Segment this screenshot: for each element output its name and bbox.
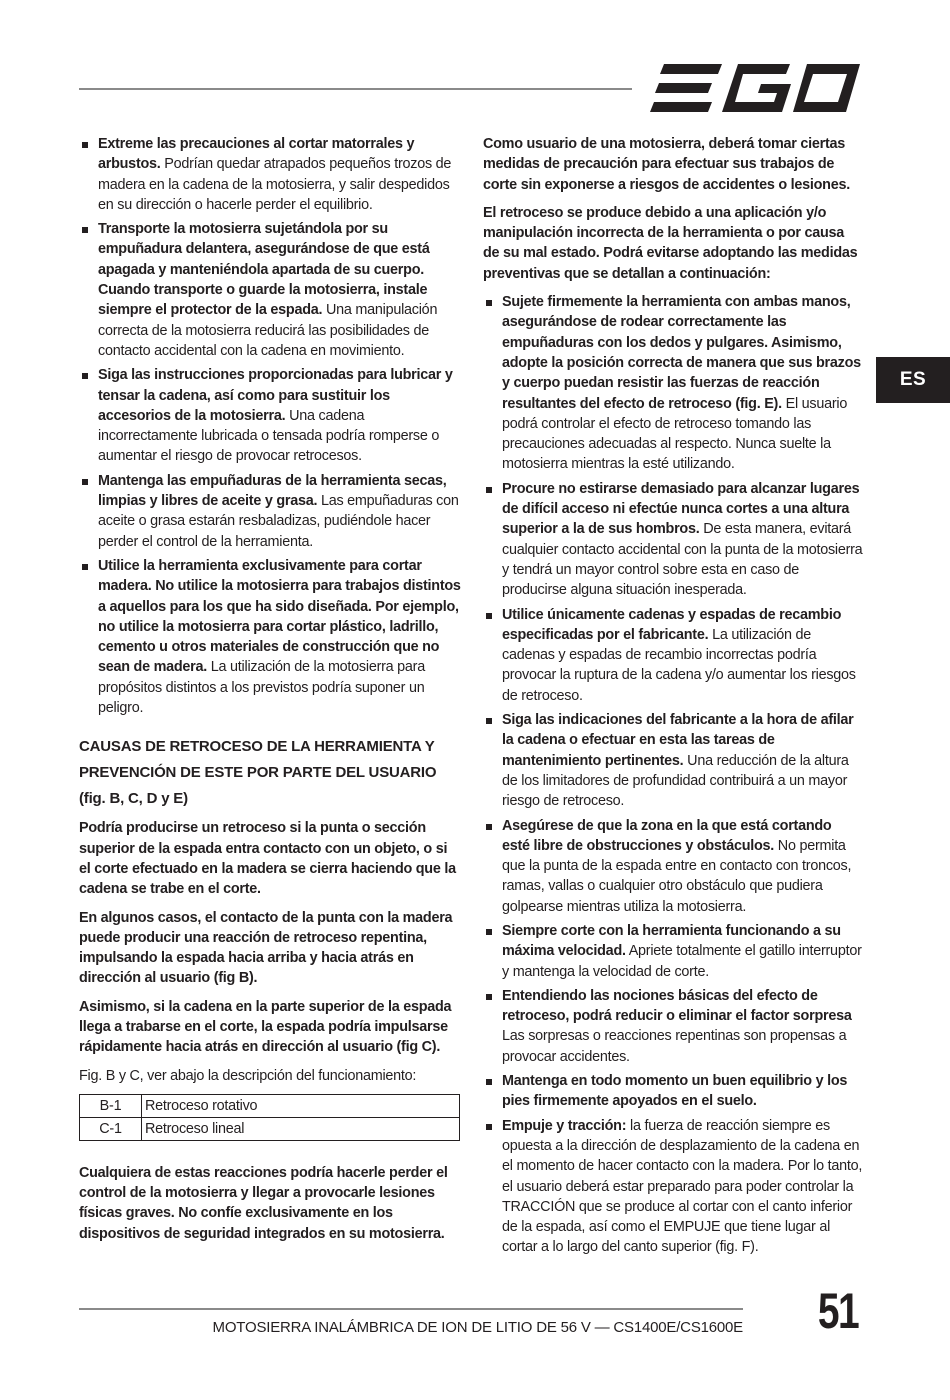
right-column xyxy=(483,134,863,1262)
intro-paragraph: El retroceso se produce debido a una aplicación y/o manipulación incorrecta de la herramienta o por causa de su mal estado. Podrá evitarse adoptando las medidas preventivas que se detallan a continuación: xyxy=(483,204,858,282)
footer-rule xyxy=(79,1308,743,1310)
ego-logo xyxy=(650,62,860,114)
list-item: Entendiendo las nociones básicas del efecto de retroceso, podrá reducir o eliminar el factor sorpresa Las sorpresas o reacciones repentinas son propensas a provocar accidentes. xyxy=(483,986,863,1067)
list-item: Extreme las precauciones al cortar matorrales y arbustos. Podrían quedar atrapados pequeños trozos de madera en la cadena de la motosierra, y salir despedidos en su dirección o hacerle perder el equilibrio. xyxy=(79,134,461,215)
left-bullet-list xyxy=(79,134,461,718)
kickback-paragraph: Podría producirse un retroceso si la punta o sección superior de la espada entra contacto con un objeto, o si el corte efectuado en la madera se cierra haciendo que la cadena se trabe en el corte. xyxy=(79,820,456,898)
language-tab: ES xyxy=(876,357,950,403)
list-item: Mantenga en todo momento un buen equilibrio y los pies firmemente apoyados en el suelo. xyxy=(483,1071,863,1112)
figure-legend-table xyxy=(79,1094,460,1141)
warning-paragraph: Cualquiera de estas reacciones podría hacerle perder el control de la motosierra y llegar a provocarle lesiones físicas graves. No confíe exclusivamente en los dispositivos de seguridad integrados en su motosierra. xyxy=(79,1164,448,1242)
table-row xyxy=(80,1094,460,1117)
list-item: Empuje y tracción: la fuerza de reacción siempre es opuesta a la dirección de desplazamiento de la cadena en el momento de hacer contacto con la madera. Por lo tanto, el usuario deberá estar preparado para poder controlar la TRACCIÓN que se produce al cortar con el canto inferior de la espada, así como el EMPUJE que tiene lugar al cortar a lo largo del canto superior (fig. F). xyxy=(483,1116,863,1258)
list-item: Utilice únicamente cadenas y espadas de recambio especificadas por el fabricante. La utilización de cadenas y espadas de recambio incorrectas podría provocar la ruptura de la cadena y/o aumentar los riesgos de retroceso. xyxy=(483,605,863,706)
list-item: Utilice la herramienta exclusivamente para cortar madera. No utilice la motosierra para trabajos distintos a aquellos para los que ha sido diseñada. Por ejemplo, no utilice la motosierra para cortar plástico, ladrillo, cemento u otros materiales de construcción que no sean de madera. La utilización de la motosierra para propósitos distintos a los previstos podría suponer un peligro. xyxy=(79,556,461,718)
intro-paragraph: Como usuario de una motosierra, deberá tomar ciertas medidas de precaución para efectuar sus trabajos de corte sin exponerse a riesgos de accidentes o lesiones. xyxy=(483,136,850,193)
kickback-paragraph: Asimismo, si la cadena en la parte superior de la espada llega a trabarse en el corte, la espada podría impulsarse rápidamente hacia atrás en dirección al usuario (fig C). xyxy=(79,998,452,1056)
fig-intro: Fig. B y C, ver abajo la descripción del funcionamiento: xyxy=(79,1067,417,1084)
section-heading: CAUSAS DE RETROCESO DE LA HERRAMIENTA Y PREVENCIÓN DE ESTE POR PARTE DEL USUARIO (fig. B, C, D y E) xyxy=(79,738,437,808)
page-number: 51 xyxy=(817,1283,859,1339)
list-item: Siempre corte con la herramienta funcionando a su máxima velocidad. Apriete totalmente el gatillo interruptor y mantenga la velocidad de corte. xyxy=(483,921,863,982)
table-row xyxy=(80,1117,460,1140)
table-cell-label: Retroceso lineal xyxy=(142,1117,460,1140)
list-item: Mantenga las empuñaduras de la herramienta secas, limpias y libres de aceite y grasa. Las empuñaduras con aceite o grasa estarán resbaladizas, pudiéndole hacer perder el control de la herramienta. xyxy=(79,471,461,552)
list-item: Sujete firmemente la herramienta con ambas manos, asegurándose de rodear correctamente las empuñaduras con los dedos y pulgares. Asimismo, adopte la posición correcta de manera que sus brazos y cuerpo puedan resistir las fuerzas de reacción resultantes del efecto de retroceso (fig. E). El usuario podrá controlar el efecto de retroceso tomando las precauciones adecuadas al respecto. Nunca suelte la motosierra mientras la esté utilizando. xyxy=(483,292,863,475)
footer-title: MOTOSIERRA INALÁMBRICA DE ION DE LITIO DE 56 V — CS1400E/CS1600E xyxy=(212,1319,743,1336)
kickback-paragraph: En algunos casos, el contacto de la punta con la madera puede producir una reacción de retroceso repentina, impulsando la espada hacia arriba y hacia atrás en dirección al usuario (fig B). xyxy=(79,909,453,987)
table-cell-code: C-1 xyxy=(80,1117,142,1140)
table-cell-code: B-1 xyxy=(80,1094,142,1117)
list-item: Procure no estirarse demasiado para alcanzar lugares de difícil acceso ni efectúe nunca cortes a una altura superior a la de sus hombros. De esta manera, evitará cualquier contacto accidental con la punta de la motosierra y tendrá un mayor control sobre esta en caso de producirse alguna situación inesperada. xyxy=(483,479,863,601)
list-item: Transporte la motosierra sujetándola por su empuñadura delantera, asegurándose de que está apagada y manteniéndola apartada de su cuerpo. Cuando transporte o guarde la motosierra, instale siempre el protector de la espada. Una manipulación correcta de la motosierra reducirá las posibilidades de contacto accidental con la cadena en movimiento. xyxy=(79,219,461,361)
table-cell-label: Retroceso rotativo xyxy=(142,1094,460,1117)
list-item: Asegúrese de que la zona en la que está cortando esté libre de obstrucciones y obstáculos. No permita que la punta de la espada entre en contacto con troncos, ramas, vallas o cualquier otro obstáculo que pudiera golpearse mientras utiliza la motosierra. xyxy=(483,816,863,917)
right-bullet-list xyxy=(483,292,863,1258)
left-column xyxy=(79,134,461,1252)
header-rule xyxy=(79,88,632,90)
list-item: Siga las instrucciones proporcionadas para lubricar y tensar la cadena, así como para sustituir los accesorios de la motosierra. Una cadena incorrectamente lubricada o tensada podría romperse o aumentar el riesgo de provocar retrocesos. xyxy=(79,365,461,466)
list-item: Siga las indicaciones del fabricante a la hora de afilar la cadena o efectuar en esta las tareas de mantenimiento pertinentes. Una reducción de la altura de los limitadores de profundidad contribuirá a un mayor riesgo de retroceso. xyxy=(483,710,863,811)
